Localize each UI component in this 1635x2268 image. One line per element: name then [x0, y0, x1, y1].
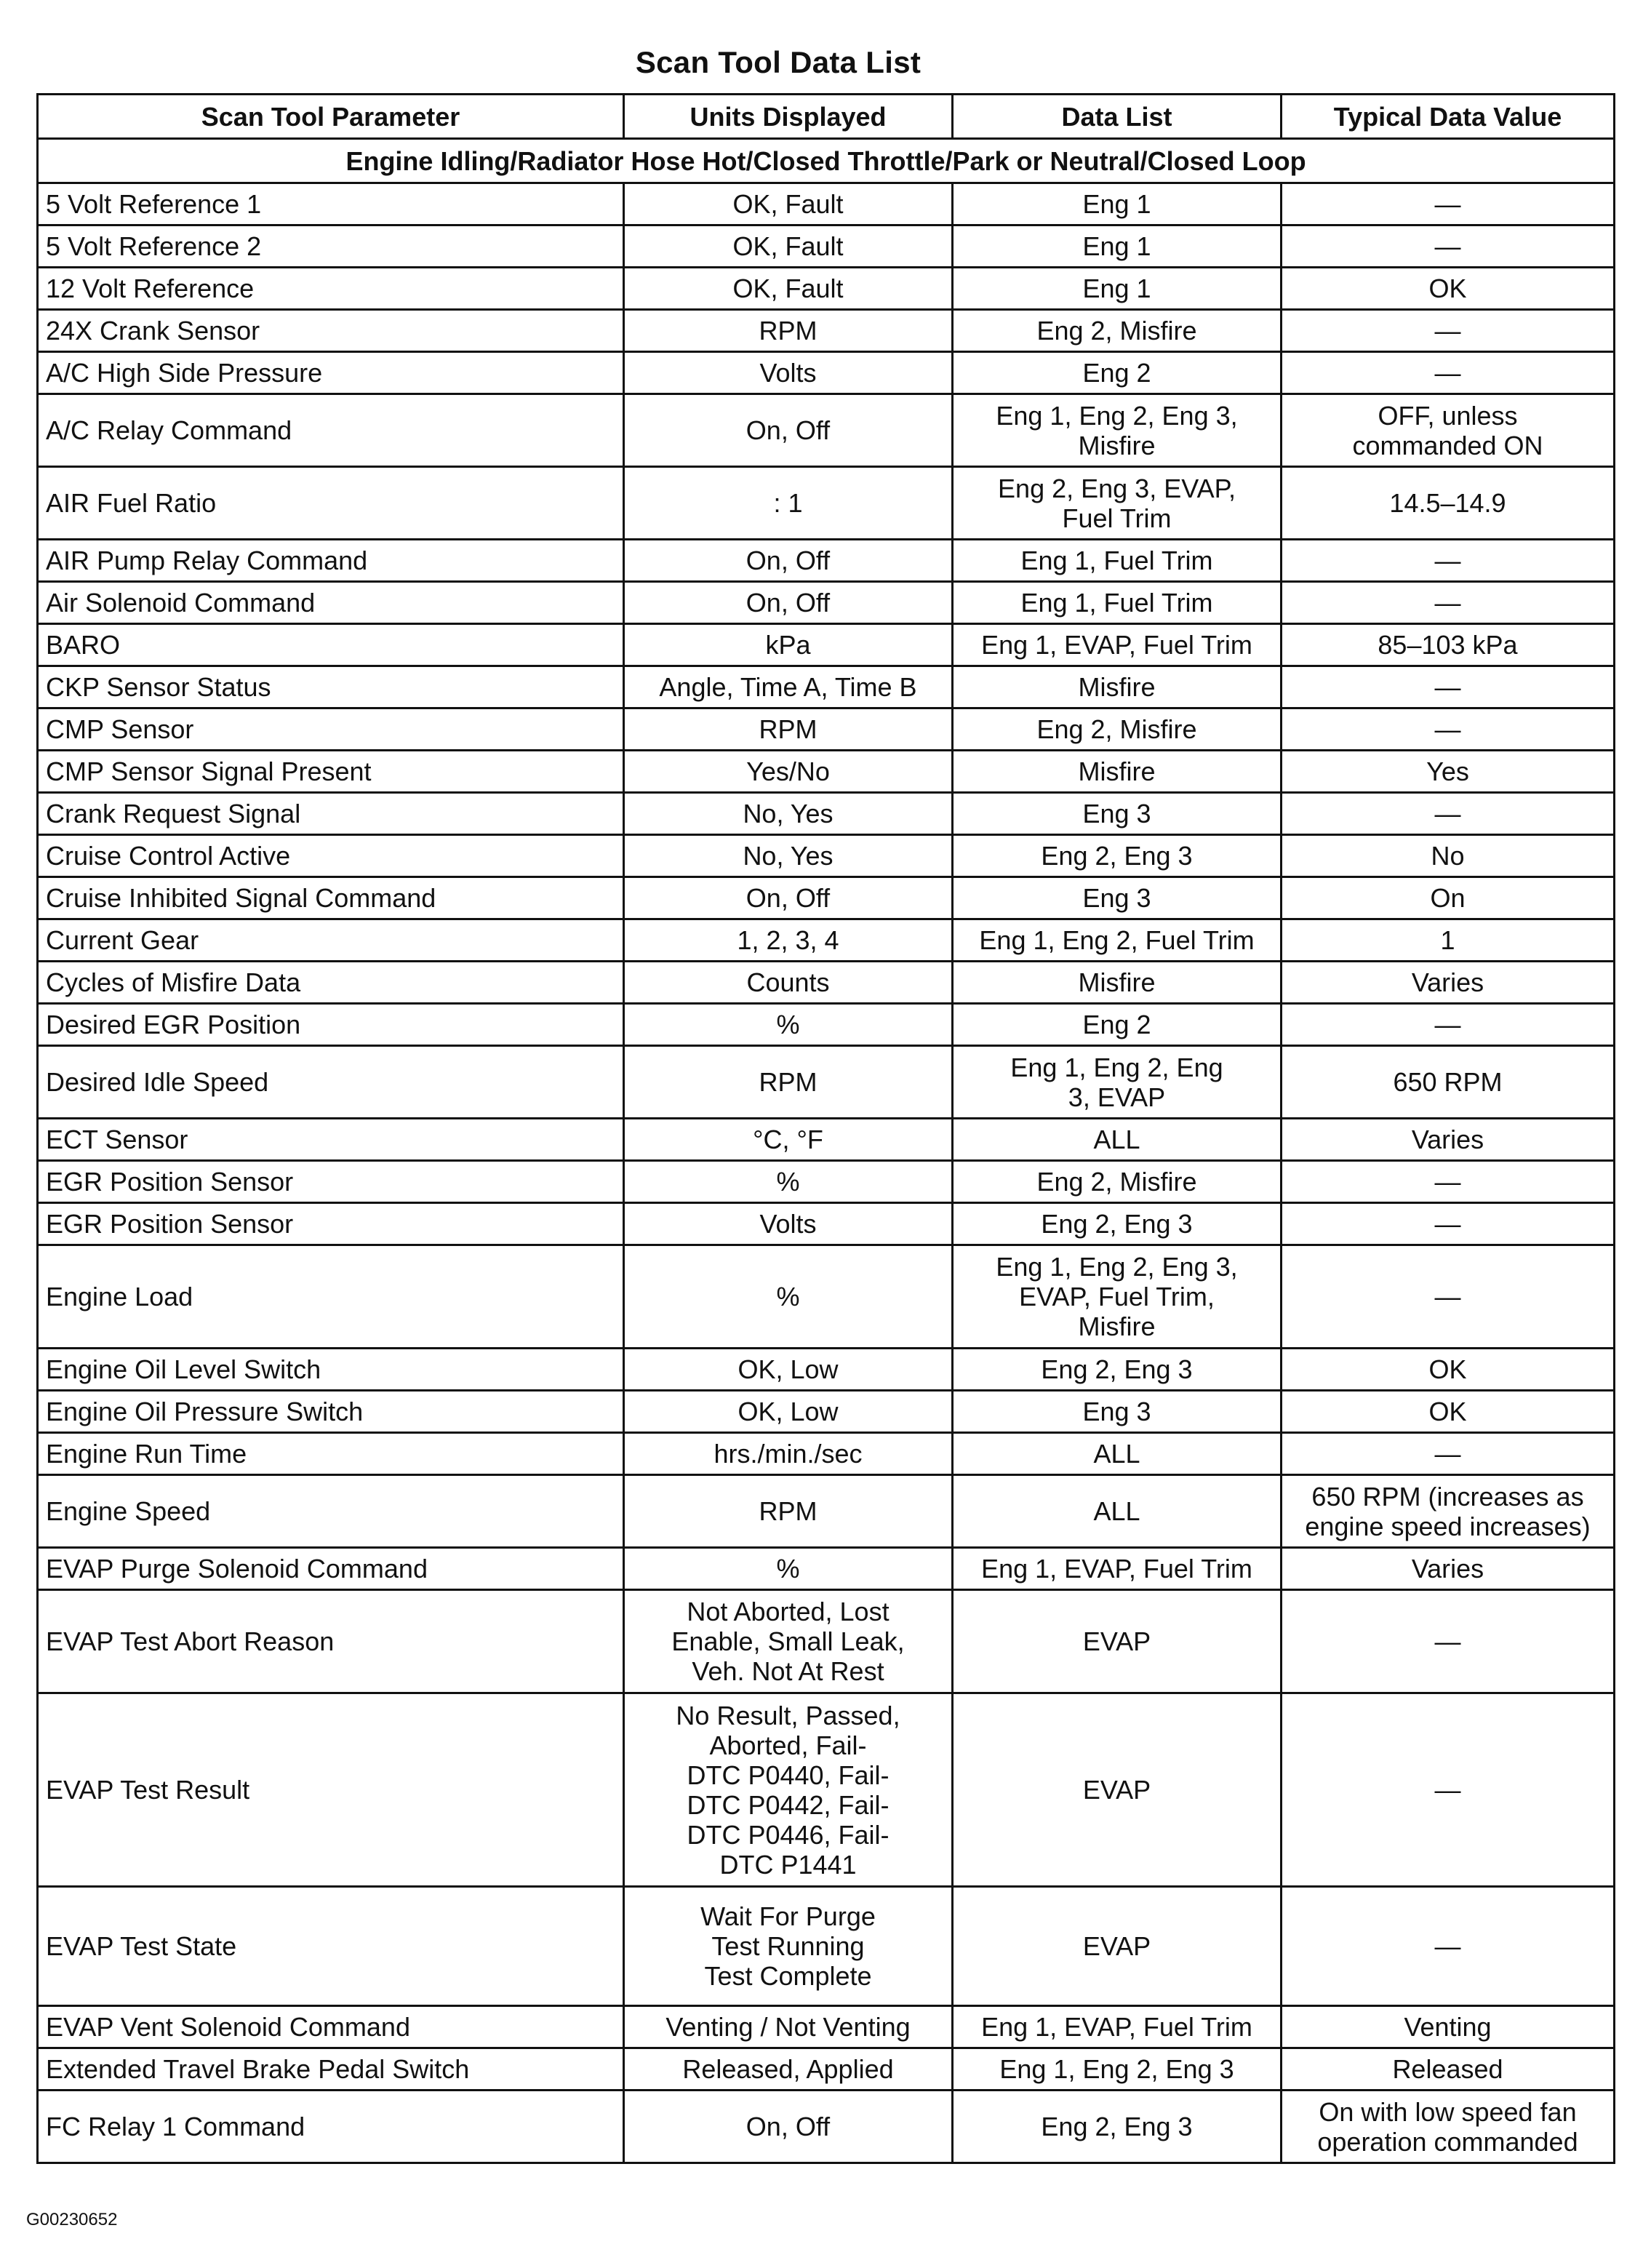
typical-value-cell: On with low speed fan operation commanded: [1282, 2091, 1615, 2163]
units-cell: kPa: [624, 624, 953, 666]
units-cell: On, Off: [624, 2091, 953, 2163]
typical-value-cell: —: [1282, 666, 1615, 708]
typical-value-cell: —: [1282, 1693, 1615, 1887]
parameter-cell: EVAP Purge Solenoid Command: [38, 1548, 624, 1590]
parameter-cell: Engine Oil Pressure Switch: [38, 1391, 624, 1433]
data-list-cell: EVAP: [953, 1693, 1282, 1887]
data-list-cell: ALL: [953, 1119, 1282, 1161]
typical-value-cell: —: [1282, 708, 1615, 751]
table-row: [38, 183, 1615, 225]
units-cell: On, Off: [624, 582, 953, 624]
data-list-cell: Eng 1, Eng 2, Eng 3, Misfire: [953, 394, 1282, 467]
units-cell: %: [624, 1161, 953, 1203]
table-row: [38, 582, 1615, 624]
table-row: [38, 1548, 1615, 1590]
units-cell: On, Off: [624, 394, 953, 467]
data-list-cell: Eng 1, Eng 2, Eng 3: [953, 2048, 1282, 2091]
parameter-cell: ECT Sensor: [38, 1119, 624, 1161]
units-cell: hrs./min./sec: [624, 1433, 953, 1475]
data-list-cell: Eng 1, EVAP, Fuel Trim: [953, 2006, 1282, 2048]
typical-value-cell: Yes: [1282, 751, 1615, 793]
units-cell: OK, Fault: [624, 183, 953, 225]
scan-tool-data-table: [36, 93, 1615, 2164]
parameter-cell: Engine Load: [38, 1245, 624, 1349]
data-list-cell: EVAP: [953, 1887, 1282, 2006]
typical-value-cell: —: [1282, 352, 1615, 394]
units-cell: OK, Fault: [624, 268, 953, 310]
typical-value-cell: —: [1282, 1203, 1615, 1245]
units-cell: Volts: [624, 1203, 953, 1245]
parameter-cell: FC Relay 1 Command: [38, 2091, 624, 2163]
table-row: [38, 962, 1615, 1004]
table-row: [38, 624, 1615, 666]
units-cell: OK, Fault: [624, 225, 953, 268]
parameter-cell: 5 Volt Reference 1: [38, 183, 624, 225]
column-header-data-list: Data List: [953, 95, 1282, 139]
parameter-cell: 5 Volt Reference 2: [38, 225, 624, 268]
units-cell: Angle, Time A, Time B: [624, 666, 953, 708]
data-list-cell: Eng 2, Eng 3: [953, 1349, 1282, 1391]
units-cell: RPM: [624, 1046, 953, 1119]
typical-value-cell: OFF, unless commanded ON: [1282, 394, 1615, 467]
table-row: [38, 225, 1615, 268]
table-row: [38, 1004, 1615, 1046]
typical-value-cell: 85–103 kPa: [1282, 624, 1615, 666]
table-row: [38, 394, 1615, 467]
typical-value-cell: Varies: [1282, 1119, 1615, 1161]
parameter-cell: Current Gear: [38, 919, 624, 962]
data-list-cell: Eng 2, Misfire: [953, 1161, 1282, 1203]
parameter-cell: Desired Idle Speed: [38, 1046, 624, 1119]
data-list-cell: Eng 1, Eng 2, Eng 3, EVAP: [953, 1046, 1282, 1119]
parameter-cell: EGR Position Sensor: [38, 1203, 624, 1245]
data-list-cell: Eng 1: [953, 225, 1282, 268]
data-list-cell: Eng 3: [953, 793, 1282, 835]
typical-value-cell: —: [1282, 1161, 1615, 1203]
document-title: Scan Tool Data List: [635, 45, 922, 79]
data-list-cell: Eng 1, Eng 2, Eng 3, EVAP, Fuel Trim, Misfire: [953, 1245, 1282, 1349]
column-header-units: Units Displayed: [624, 95, 953, 139]
table-row: [38, 1693, 1615, 1887]
data-list-cell: Eng 1, EVAP, Fuel Trim: [953, 1548, 1282, 1590]
data-list-cell: Eng 2: [953, 352, 1282, 394]
table-row: [38, 2048, 1615, 2091]
data-list-cell: Eng 1, EVAP, Fuel Trim: [953, 624, 1282, 666]
table-row: [38, 919, 1615, 962]
table-row: [38, 2091, 1615, 2163]
units-cell: No, Yes: [624, 793, 953, 835]
data-list-cell: Misfire: [953, 751, 1282, 793]
figure-id: G00230652: [26, 2210, 118, 2229]
parameter-cell: CKP Sensor Status: [38, 666, 624, 708]
parameter-cell: CMP Sensor Signal Present: [38, 751, 624, 793]
typical-value-cell: Varies: [1282, 962, 1615, 1004]
typical-value-cell: —: [1282, 225, 1615, 268]
typical-value-cell: —: [1282, 1590, 1615, 1693]
table-row: [38, 1391, 1615, 1433]
table-row: [38, 1119, 1615, 1161]
data-list-cell: Eng 1: [953, 268, 1282, 310]
table-row: [38, 1433, 1615, 1475]
table-row: [38, 793, 1615, 835]
typical-value-cell: —: [1282, 1887, 1615, 2006]
table-row: [38, 1590, 1615, 1693]
column-header-parameter: Scan Tool Parameter: [38, 95, 624, 139]
parameter-cell: Crank Request Signal: [38, 793, 624, 835]
units-cell: No, Yes: [624, 835, 953, 877]
data-list-cell: Eng 1, Fuel Trim: [953, 540, 1282, 582]
table-row: [38, 751, 1615, 793]
units-cell: RPM: [624, 1475, 953, 1548]
typical-value-cell: 14.5–14.9: [1282, 467, 1615, 540]
units-cell: %: [624, 1548, 953, 1590]
table-row: [38, 540, 1615, 582]
table-row: [38, 708, 1615, 751]
typical-value-cell: —: [1282, 540, 1615, 582]
parameter-cell: Cycles of Misfire Data: [38, 962, 624, 1004]
units-cell: Counts: [624, 962, 953, 1004]
parameter-cell: EVAP Test State: [38, 1887, 624, 2006]
parameter-cell: A/C High Side Pressure: [38, 352, 624, 394]
parameter-cell: Engine Speed: [38, 1475, 624, 1548]
data-list-cell: Eng 1, Eng 2, Fuel Trim: [953, 919, 1282, 962]
table-row: [38, 1245, 1615, 1349]
parameter-cell: Engine Oil Level Switch: [38, 1349, 624, 1391]
table-body: [38, 139, 1615, 2163]
data-list-cell: Eng 1: [953, 183, 1282, 225]
table-row: [38, 1161, 1615, 1203]
data-list-cell: Eng 2, Misfire: [953, 310, 1282, 352]
units-cell: 1, 2, 3, 4: [624, 919, 953, 962]
typical-value-cell: OK: [1282, 268, 1615, 310]
condition-row: [38, 139, 1615, 183]
data-list-cell: Eng 1, Fuel Trim: [953, 582, 1282, 624]
data-list-cell: EVAP: [953, 1590, 1282, 1693]
units-cell: %: [624, 1245, 953, 1349]
typical-value-cell: Venting: [1282, 2006, 1615, 2048]
parameter-cell: EVAP Test Result: [38, 1693, 624, 1887]
parameter-cell: Extended Travel Brake Pedal Switch: [38, 2048, 624, 2091]
typical-value-cell: OK: [1282, 1349, 1615, 1391]
parameter-cell: Air Solenoid Command: [38, 582, 624, 624]
data-list-cell: Eng 2, Eng 3: [953, 1203, 1282, 1245]
units-cell: On, Off: [624, 877, 953, 919]
parameter-cell: EVAP Test Abort Reason: [38, 1590, 624, 1693]
data-list-cell: Eng 2, Eng 3: [953, 2091, 1282, 2163]
data-list-cell: Misfire: [953, 666, 1282, 708]
parameter-cell: AIR Fuel Ratio: [38, 467, 624, 540]
units-cell: Volts: [624, 352, 953, 394]
units-cell: On, Off: [624, 540, 953, 582]
typical-value-cell: On: [1282, 877, 1615, 919]
typical-value-cell: OK: [1282, 1391, 1615, 1433]
typical-value-cell: Released: [1282, 2048, 1615, 2091]
typical-value-cell: —: [1282, 183, 1615, 225]
typical-value-cell: —: [1282, 582, 1615, 624]
table-row: [38, 1887, 1615, 2006]
table-row: [38, 467, 1615, 540]
parameter-cell: Engine Run Time: [38, 1433, 624, 1475]
units-cell: %: [624, 1004, 953, 1046]
table-row: [38, 310, 1615, 352]
data-list-cell: Misfire: [953, 962, 1282, 1004]
units-cell: RPM: [624, 310, 953, 352]
condition-label: Engine Idling/Radiator Hose Hot/Closed Throttle/Park or Neutral/Closed Loop: [38, 139, 1615, 183]
typical-value-cell: 650 RPM (increases as engine speed increases): [1282, 1475, 1615, 1548]
typical-value-cell: 650 RPM: [1282, 1046, 1615, 1119]
units-cell: °C, °F: [624, 1119, 953, 1161]
parameter-cell: 12 Volt Reference: [38, 268, 624, 310]
typical-value-cell: —: [1282, 1004, 1615, 1046]
table-row: [38, 666, 1615, 708]
parameter-cell: 24X Crank Sensor: [38, 310, 624, 352]
table-row: [38, 835, 1615, 877]
units-cell: Yes/No: [624, 751, 953, 793]
table-row: [38, 1475, 1615, 1548]
typical-value-cell: Varies: [1282, 1548, 1615, 1590]
parameter-cell: Cruise Control Active: [38, 835, 624, 877]
units-cell: Venting / Not Venting: [624, 2006, 953, 2048]
parameter-cell: EVAP Vent Solenoid Command: [38, 2006, 624, 2048]
units-cell: Wait For Purge Test Running Test Complete: [624, 1887, 953, 2006]
typical-value-cell: —: [1282, 1433, 1615, 1475]
table-row: [38, 1349, 1615, 1391]
typical-value-cell: —: [1282, 1245, 1615, 1349]
parameter-cell: EGR Position Sensor: [38, 1161, 624, 1203]
typical-value-cell: 1: [1282, 919, 1615, 962]
units-cell: OK, Low: [624, 1349, 953, 1391]
parameter-cell: A/C Relay Command: [38, 394, 624, 467]
typical-value-cell: No: [1282, 835, 1615, 877]
table-header-row: [38, 95, 1615, 139]
data-list-cell: Eng 3: [953, 1391, 1282, 1433]
typical-value-cell: —: [1282, 310, 1615, 352]
parameter-cell: CMP Sensor: [38, 708, 624, 751]
table-row: [38, 877, 1615, 919]
typical-value-cell: —: [1282, 793, 1615, 835]
table-row: [38, 1046, 1615, 1119]
units-cell: No Result, Passed, Aborted, Fail- DTC P0440, Fail- DTC P0442, Fail- DTC P0446, Fail- DTC P1441: [624, 1693, 953, 1887]
column-header-typical-value: Typical Data Value: [1282, 95, 1615, 139]
data-list-cell: Eng 2: [953, 1004, 1282, 1046]
parameter-cell: AIR Pump Relay Command: [38, 540, 624, 582]
units-cell: OK, Low: [624, 1391, 953, 1433]
data-list-cell: ALL: [953, 1433, 1282, 1475]
data-list-cell: ALL: [953, 1475, 1282, 1548]
units-cell: Not Aborted, Lost Enable, Small Leak, Veh. Not At Rest: [624, 1590, 953, 1693]
data-list-cell: Eng 2, Eng 3, EVAP, Fuel Trim: [953, 467, 1282, 540]
table-row: [38, 2006, 1615, 2048]
data-list-cell: Eng 2, Misfire: [953, 708, 1282, 751]
units-cell: Released, Applied: [624, 2048, 953, 2091]
table-row: [38, 268, 1615, 310]
data-list-cell: Eng 2, Eng 3: [953, 835, 1282, 877]
data-list-cell: Eng 3: [953, 877, 1282, 919]
parameter-cell: Cruise Inhibited Signal Command: [38, 877, 624, 919]
table-row: [38, 352, 1615, 394]
units-cell: : 1: [624, 467, 953, 540]
table-row: [38, 1203, 1615, 1245]
parameter-cell: BARO: [38, 624, 624, 666]
parameter-cell: Desired EGR Position: [38, 1004, 624, 1046]
units-cell: RPM: [624, 708, 953, 751]
